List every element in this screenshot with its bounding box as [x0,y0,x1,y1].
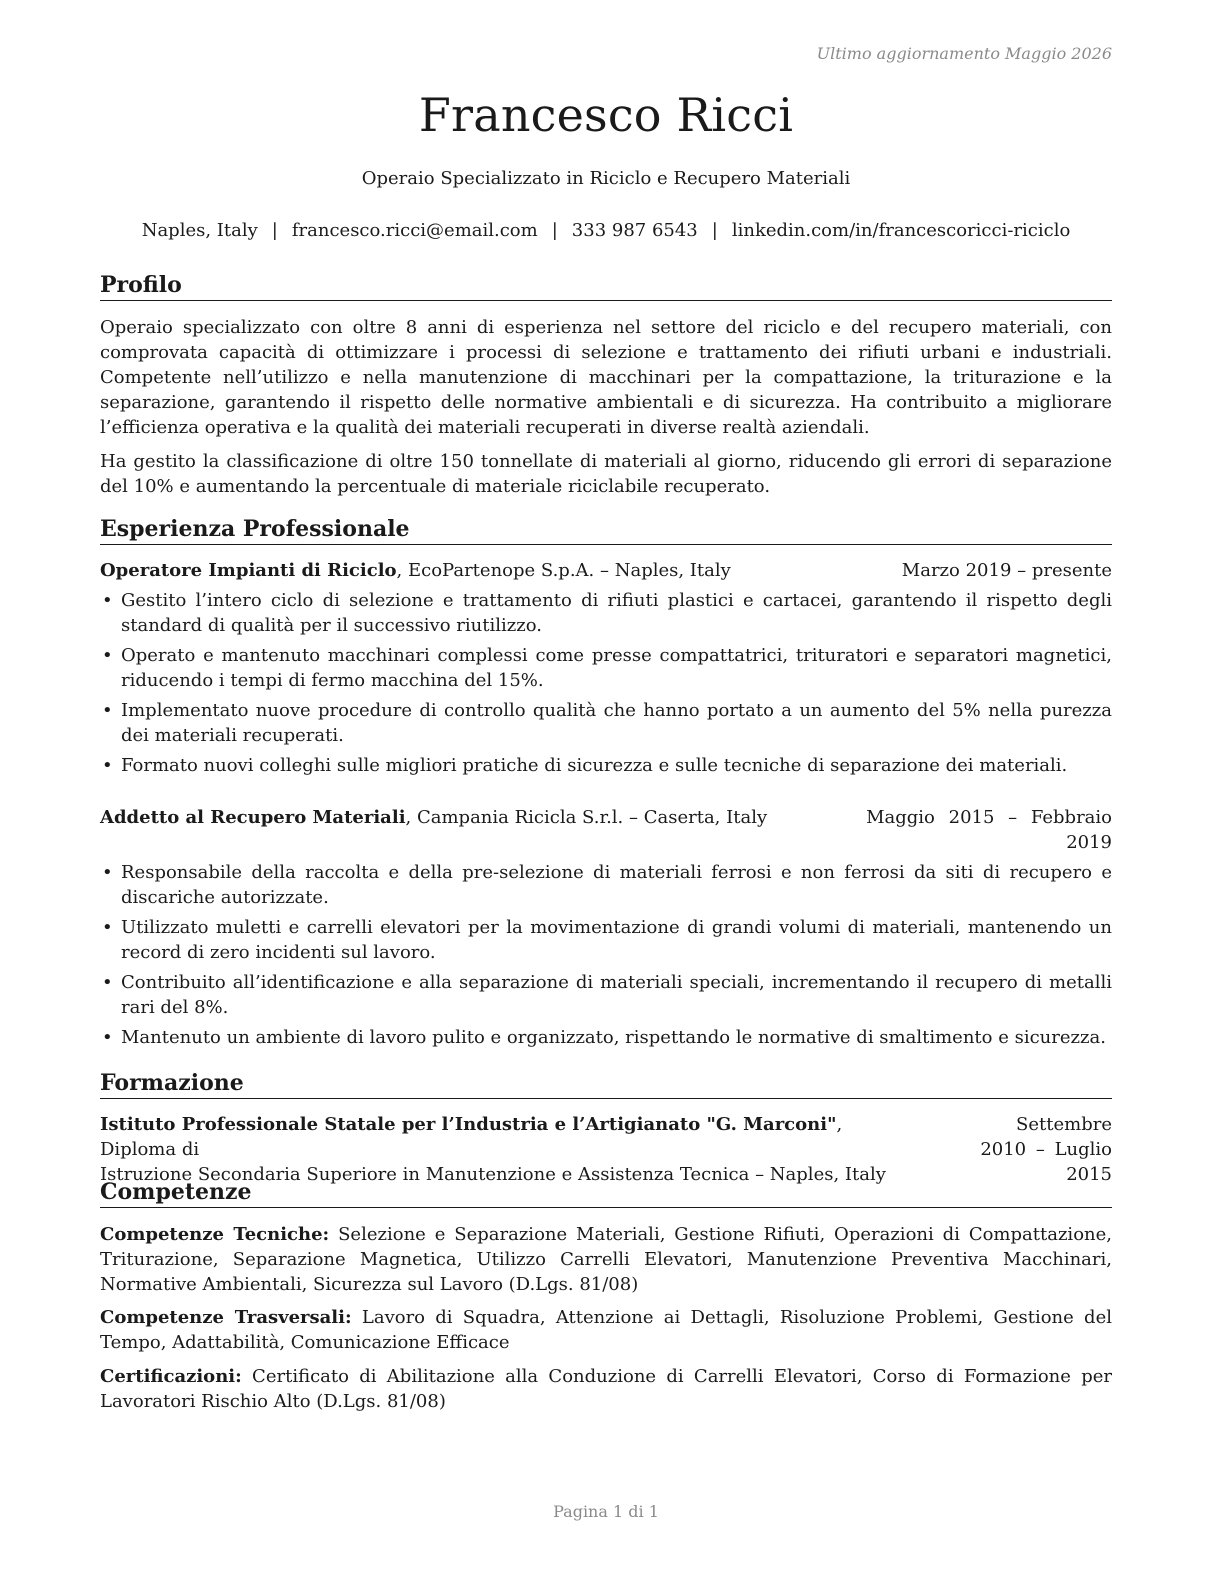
skill-label: Certificazioni: [100,1366,242,1387]
last-updated: Ultimo aggiornamento Maggio 2026 [816,44,1112,63]
education-school [100,1112,920,1187]
section-heading-skills: Competenze [100,1179,1112,1208]
contact-line [100,220,1112,241]
candidate-title: Operaio Specializzato in Riciclo e Recupero Materiali [361,168,851,189]
education-dates-line: Settembre 2010 – Luglio [980,1114,1112,1160]
job-dates [866,805,1112,855]
section-heading-profile: Profilo [100,272,1112,301]
job-title: Addetto al Recupero Materiali [100,807,406,828]
contact-location: Naples, Italy [141,220,258,241]
skill-group [100,1364,1112,1414]
profile-paragraph: Ha gestito la classificazione di oltre 150 tonnellate di materiali al giorno, riducendo gli errori di separazione del 10% e aumentando la percentuale di materiale riciclabile recuperato. [100,451,1112,497]
list-item: • Responsabile della raccolta e della pre-selezione di materiali ferrosi e non ferrosi da siti di recupero e discariche autorizzate. [100,860,1112,910]
contact-separator: | [551,220,558,241]
skill-text: Selezione e Separazione Materiali, Gestione Rifiuti, Operazioni di Compattazione, Triturazione, Separazione Magnetica, Utilizzo Carrelli Elevatori, Manutenzione Preventiva Macchinari, Normative Ambientali, Sicurezza sul Lavoro (D.Lgs. 81/08) [100,1224,1112,1295]
list-item: • Formato nuovi colleghi sulle migliori pratiche di sicurezza e sulle tecniche di separazione dei materiali. [100,753,1112,778]
skill-group [100,1305,1112,1355]
job-company: , EcoPartenope S.p.A. – Naples, Italy [396,560,731,581]
contact-separator: | [271,220,278,241]
education-dates-line: 2015 [1066,1164,1112,1185]
job-title: Operatore Impianti di Riciclo [100,560,397,581]
skill-text: Certificato di Abilitazione alla Conduzione di Carrelli Elevatori, Corso di Formazione per Lavoratori Rischio Alto (D.Lgs. 81/08) [100,1366,1112,1412]
page-number: Pagina 1 di 1 [553,1502,659,1521]
job-dates-line: Maggio 2015 – Febbraio [866,807,1112,828]
profile-paragraph: Operaio specializzato con oltre 8 anni di esperienza nel settore del riciclo e del recupero materiali, con comprovata capacità di ottimizzare i processi di selezione e trattamento dei rifiuti urbani e industriali. Competente nell’utilizzo e nella manutenzione di macchinari per la compattazione, la triturazione e la separazione, garantendo il rispetto delle normative ambientali e di sicurezza. Ha contribuito a migliorare l’efficienza operativa e la qualità dei materiali recuperati in diverse realtà aziendali. [100,317,1112,438]
resume-page [100,0,1112,1584]
section-heading-experience: Esperienza Professionale [100,516,1112,545]
skill-group [100,1222,1112,1297]
job-company: , Campania Ricicla S.r.l. – Caserta, Italy [405,807,768,828]
list-item: • Implementato nuove procedure di controllo qualità che hanno portato a un aumento del 5% nella purezza dei materiali recuperati. [100,698,1112,748]
list-item: • Utilizzato muletti e carrelli elevatori per la movimentazione di grandi volumi di materiali, mantenendo un record di zero incidenti sul lavoro. [100,915,1112,965]
job-dates: Marzo 2019 – presente [901,560,1112,581]
candidate-name: Francesco Ricci [418,88,794,142]
skill-label: Competenze Tecniche: [100,1224,330,1245]
list-item: • Gestito l’intero ciclo di selezione e trattamento di rifiuti plastici e cartacei, garantendo il rispetto degli standard di qualità per il successivo riutilizzo. [100,588,1112,638]
education-dates [962,1112,1112,1187]
list-item: • Mantenuto un ambiente di lavoro pulito e organizzato, rispettando le normative di smaltimento e sicurezza. [100,1025,1112,1050]
school-name: Istituto Professionale Statale per l’Industria e l’Artigianato "G. Marconi" [100,1114,837,1135]
skill-label: Competenze Trasversali: [100,1307,352,1328]
degree-line: Istruzione Secondaria Superiore in Manutenzione e Assistenza Tecnica – Naples, Italy [100,1164,886,1185]
job-bullets [100,588,1112,783]
degree-line: , Diploma di [100,1114,843,1160]
job-dates-line: 2019 [1066,832,1112,853]
contact-linkedin[interactable]: linkedin.com/in/francescoricci-riciclo [731,220,1071,241]
section-heading-education: Formazione [100,1070,1112,1099]
list-item: • Operato e mantenuto macchinari complessi come presse compattatrici, trituratori e separatori magnetici, riducendo i tempi di fermo macchina del 15%. [100,643,1112,693]
job-bullets [100,860,1112,1055]
skill-text: Lavoro di Squadra, Attenzione ai Dettagli, Risoluzione Problemi, Gestione del Tempo, Adattabilità, Comunicazione Efficace [100,1307,1112,1353]
list-item: • Contribuito all’identificazione e alla separazione di materiali speciali, incrementando il recupero di metalli rari del 8%. [100,970,1112,1020]
contact-separator: | [711,220,718,241]
contact-phone: 333 987 6543 [571,220,698,241]
contact-email[interactable]: francesco.ricci@email.com [291,220,538,241]
